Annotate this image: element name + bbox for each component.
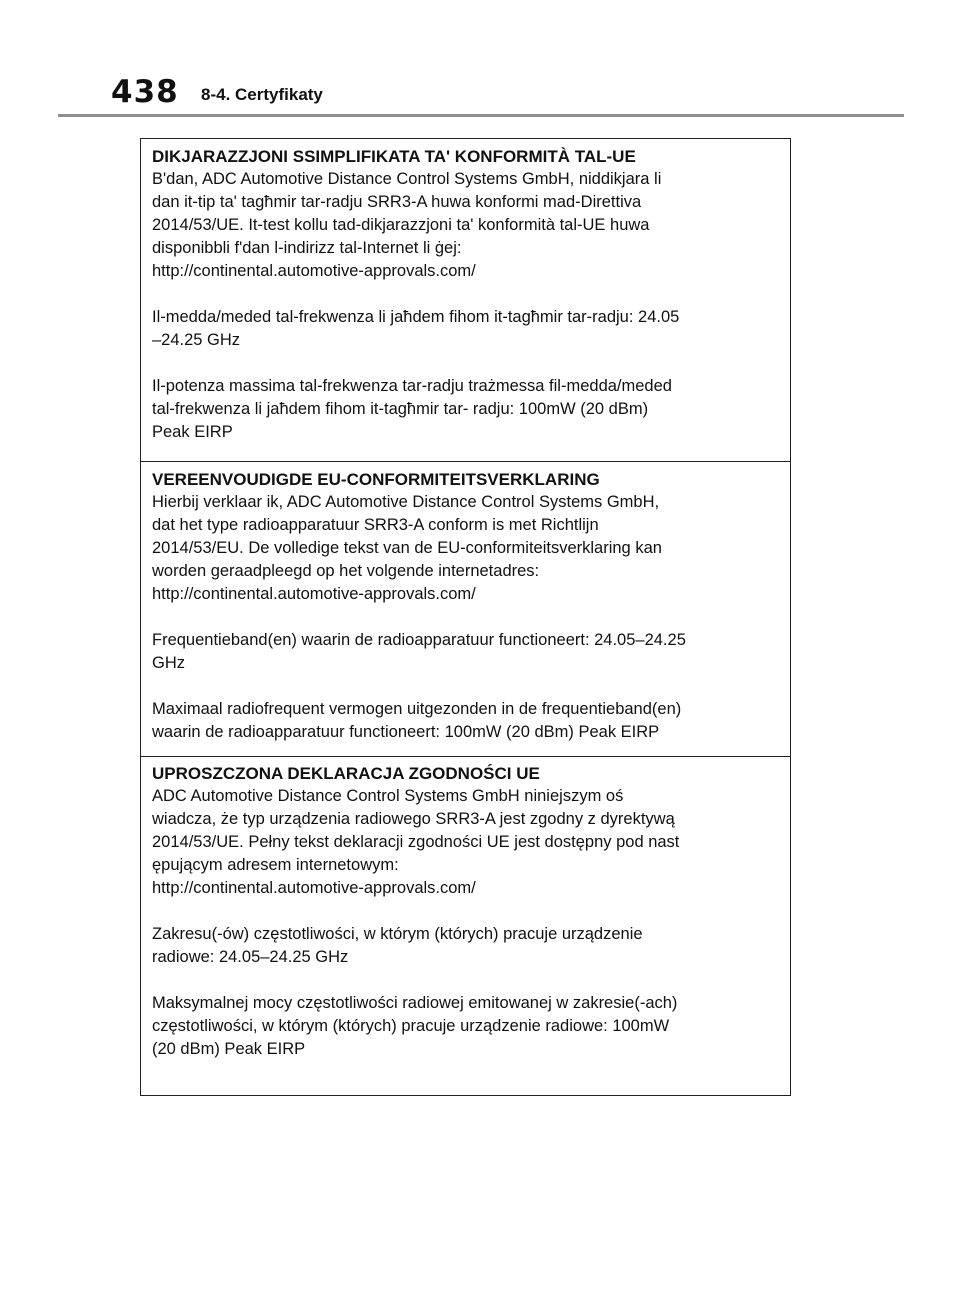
declaration-heading: VEREENVOUDIGDE EU-CONFORMITEITSVERKLARING [152, 470, 600, 489]
paragraph-gap [152, 969, 780, 992]
text-line: disponibbli f'dan l-indirizz tal-Internet li ġej: [152, 239, 462, 257]
paragraph-gap [152, 283, 780, 306]
declaration-paragraph [152, 491, 780, 606]
text-line: Il-medda/meded tal-frekwenza li jaħdem fihom it-tagħmir tar-radju: 24.05 [152, 308, 680, 326]
text-line: 2014/53/UE. It-test kollu tad-dikjarazzjoni ta' konformità tal-UE huwa [152, 216, 650, 234]
frequency-paragraph [152, 923, 780, 969]
paragraph-gap [152, 900, 780, 923]
paragraph-gap [152, 352, 780, 375]
url-line: http://continental.automotive-approvals.com/ [152, 262, 476, 280]
text-line: Maksymalnej mocy częstotliwości radiowej emitowanej w zakresie(-ach) [152, 994, 678, 1012]
text-line: tal-frekwenza li jaħdem fihom it-tagħmir tar- radju: 100mW (20 dBm) [152, 400, 649, 418]
url-line: http://continental.automotive-approvals.com/ [152, 585, 476, 603]
header-divider [58, 114, 904, 117]
frequency-paragraph [152, 306, 780, 352]
text-line: wiadcza, że typ urządzenia radiowego SRR3-A jest zgodny z dyrektywą [152, 810, 675, 828]
text-line: worden geraadpleegd op het volgende internetadres: [152, 562, 540, 580]
text-line: ępującym adresem internetowym: [152, 856, 399, 874]
declaration-maltese [141, 139, 790, 461]
frequency-paragraph [152, 629, 780, 675]
paragraph-gap [152, 606, 780, 629]
power-paragraph [152, 698, 780, 744]
power-paragraph [152, 992, 780, 1061]
text-line: Frequentieband(en) waarin de radioapparatuur functioneert: 24.05–24.25 [152, 631, 686, 649]
text-line: (20 dBm) Peak EIRP [152, 1040, 306, 1058]
text-line: B'dan, ADC Automotive Distance Control Systems GmbH, niddikjara li [152, 170, 662, 188]
text-line: 2014/53/EU. De volledige tekst van de EU-conformiteitsverklaring kan [152, 539, 662, 557]
text-line: radiowe: 24.05–24.25 GHz [152, 948, 349, 966]
page-number: 438 [111, 74, 179, 110]
text-line: dan it-tip ta' tagħmir tar-radju SRR3-A huwa konformi mad-Direttiva [152, 193, 642, 211]
section-title: 8-4. Certyfikaty [201, 85, 323, 104]
page-header [0, 0, 960, 120]
text-line: częstotliwości, w którym (których) pracuje urządzenie radiowe: 100mW [152, 1017, 670, 1035]
declaration-dutch [141, 461, 790, 756]
text-line: waarin de radioapparatuur functioneert: 100mW (20 dBm) Peak EIRP [152, 723, 660, 741]
declaration-polish [141, 756, 790, 1094]
text-line: Peak EIRP [152, 423, 233, 441]
declaration-paragraph [152, 168, 780, 283]
declaration-heading: UPROSZCZONA DEKLARACJA ZGODNOŚCI UE [152, 764, 540, 783]
text-line: dat het type radioapparatuur SRR3-A conform is met Richtlijn [152, 516, 599, 534]
declaration-paragraph [152, 785, 780, 900]
text-line: ADC Automotive Distance Control Systems GmbH niniejszym oś [152, 787, 624, 805]
text-line: Hierbij verklaar ik, ADC Automotive Distance Control Systems GmbH, [152, 493, 660, 511]
text-line: 2014/53/UE. Pełny tekst deklaracji zgodności UE jest dostępny pod nast [152, 833, 680, 851]
text-line: GHz [152, 654, 185, 672]
text-line: Maximaal radiofrequent vermogen uitgezonden in de frequentieband(en) [152, 700, 682, 718]
text-line: Zakresu(-ów) częstotliwości, w którym (których) pracuje urządzenie [152, 925, 643, 943]
power-paragraph [152, 375, 780, 444]
declarations-table [140, 138, 791, 1096]
url-line: http://continental.automotive-approvals.com/ [152, 879, 476, 897]
text-line: Il-potenza massima tal-frekwenza tar-radju trażmessa fil-medda/meded [152, 377, 672, 395]
paragraph-gap [152, 675, 780, 698]
text-line: –24.25 GHz [152, 331, 241, 349]
declaration-heading: DIKJARAZZJONI SSIMPLIFIKATA TA' KONFORMITÀ TAL-UE [152, 147, 636, 166]
